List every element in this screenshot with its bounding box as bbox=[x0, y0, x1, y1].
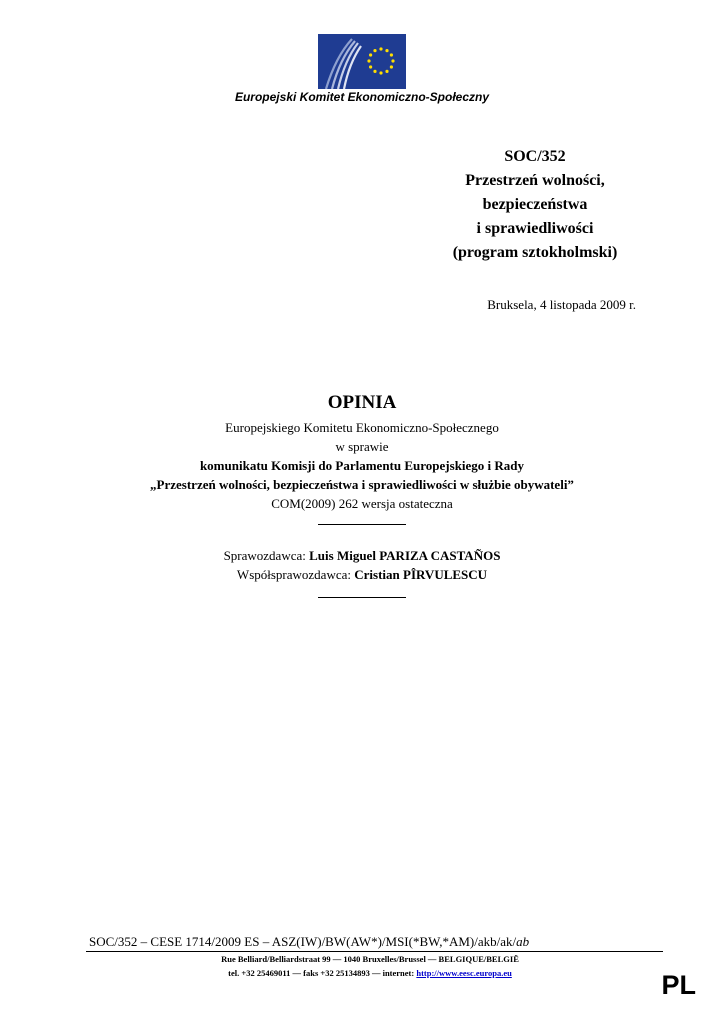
subtitle-line: w sprawie bbox=[335, 439, 389, 454]
eesc-logo bbox=[318, 34, 406, 89]
subtitle-line: Europejskiego Komitetu Ekonomiczno-Społecznego bbox=[225, 420, 499, 435]
website-link[interactable]: http://www.eesc.europa.eu bbox=[416, 968, 512, 978]
title-line: bezpieczeństwa bbox=[482, 196, 588, 213]
title-line: Przestrzeń wolności, bbox=[465, 172, 605, 189]
language-code: PL bbox=[661, 970, 696, 1000]
corapporteur-name: Cristian PÎRVULESCU bbox=[354, 567, 488, 582]
eesc-logo-graphic bbox=[318, 34, 406, 89]
footer-contact-text: tel. +32 25469011 — faks +32 25134893 — internet: bbox=[228, 968, 417, 978]
corapporteur-line bbox=[0, 565, 724, 584]
title-line: (program sztokholmski) bbox=[452, 244, 618, 261]
document-title bbox=[420, 145, 650, 265]
opinion-subject bbox=[0, 418, 724, 532]
footer-divider bbox=[86, 951, 663, 952]
subject-line: „Przestrzeń wolności, bezpieczeństwa i sprawiedliwości w służbie obywateli” bbox=[150, 477, 574, 492]
corapporteur-label: Współsprawozdawca: bbox=[236, 567, 355, 582]
rapporteur-line bbox=[0, 546, 724, 565]
reference-line: COM(2009) 262 wersja ostateczna bbox=[271, 496, 453, 511]
document-heading: OPINIA bbox=[327, 392, 397, 413]
organization-name: Europejski Komitet Ekonomiczno-Społeczny bbox=[234, 90, 490, 104]
rapporteur-label: Sprawozdawca: bbox=[223, 548, 310, 563]
footer-reference-italic: ab bbox=[516, 934, 530, 949]
footer-reference bbox=[89, 934, 529, 950]
separator bbox=[318, 597, 406, 598]
rapporteur-name: Luis Miguel PARIZA CASTAÑOS bbox=[309, 548, 501, 563]
rapporteurs bbox=[0, 546, 724, 584]
subject-line: komunikatu Komisji do Parlamentu Europejskiego i Rady bbox=[199, 458, 525, 473]
title-line: SOC/352 bbox=[504, 148, 566, 165]
separator bbox=[0, 513, 724, 532]
footer-contact bbox=[0, 968, 724, 978]
footer-address: Rue Belliard/Belliardstraat 99 — 1040 Bruxelles/Brussel — BELGIQUE/BELGIË bbox=[221, 954, 519, 964]
footer-reference-main: SOC/352 – CESE 1714/2009 ES – ASZ(IW)/BW(AW*)/MSI(*BW,*AM)/akb/ak/ bbox=[89, 934, 517, 949]
document-date: Bruksela, 4 listopada 2009 r. bbox=[487, 297, 636, 312]
title-line: i sprawiedliwości bbox=[476, 220, 594, 237]
